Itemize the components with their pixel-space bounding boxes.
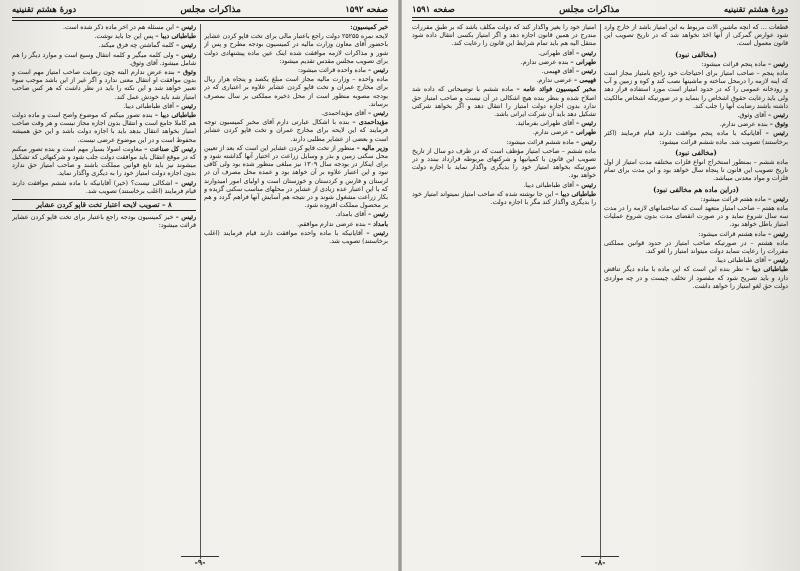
left-page-columns [12, 24, 388, 559]
paragraph-text: ماده پنجم – صاحب امتیاز برای احتیاجات خود راجع بامتیاز مجاز است که اینه لازمه را درمحل ساخته و ماشینها نصب کند و کوه و زمین و آب و رودخانه عمومی را که در حدود امتیاز است مورد استفاده قرار دهد ولی باید رعایت حقوق اشخاص را بنماید و در صورتیکه اشخاص مالکیت داشته باشند رضایت آنها را جلب کند. [604, 70, 788, 110]
paragraph [12, 146, 196, 179]
right-page-right-column [604, 24, 788, 559]
paragraph [412, 24, 596, 49]
speaker-label: خبر کمیسیون: [350, 24, 388, 31]
left-page-session-label: دورهٔ هشتم تقنینیه [12, 5, 77, 15]
column-separator [200, 24, 201, 559]
paragraph-text: پس این جا باید نوشت. [94, 33, 154, 41]
speaker-label: رئیس – [575, 120, 596, 128]
speaker-label: طباطبائی دیبا – [745, 266, 788, 274]
paragraph-text: ماده هفتم قرائت میشود: [700, 195, 766, 203]
left-page-number-label: صفحه ۱۵۹۲ [345, 5, 388, 15]
paragraph-text: آقای طباطبائی دیبا. [523, 181, 574, 189]
paragraph-text: آقایانیکه با ماده واحده موافقت دارند قیام فرمایند (اغلب برخاستند) تصویب شد. [204, 229, 388, 246]
paragraph [204, 33, 388, 66]
speaker-label: رئیس – [767, 60, 788, 68]
paragraph-text: کلمه گماشتن چه فرق میکند. [98, 42, 174, 50]
page-number: -۸- [581, 556, 620, 567]
vote-note: (مخالفی نبود) [675, 49, 717, 59]
paragraph-text: آقای فهیمی. [541, 68, 574, 76]
left-page-footer [4, 556, 396, 567]
book-gutter [398, 0, 402, 571]
speaker-label: رئیس – [767, 112, 788, 120]
paragraph [604, 61, 788, 69]
paragraph [412, 86, 596, 119]
paragraph-text: بنده عرضی ندارم. [520, 58, 569, 66]
speaker-label: مخبر کمیسیون فوائد عامه – [516, 86, 596, 94]
paragraph [412, 182, 596, 190]
paragraph-text: اشکالی نیست؟ (خیر) آقایانیکه با ماده ششم موافقت دارند قیام فرمایند (اغلب برخاستند) تصویب شد. [12, 179, 196, 195]
paragraph [604, 205, 788, 230]
vote-note: (مخالفی نبود) [675, 147, 717, 157]
speaker-label: رئیس – [175, 42, 196, 50]
speaker-label: رئیس – [175, 102, 196, 110]
paragraph-text: بنده عرضی ندارم موافقم. [297, 220, 366, 228]
paragraph [412, 50, 596, 58]
paragraph [604, 130, 788, 146]
paragraph [604, 257, 788, 265]
paragraph [12, 33, 196, 41]
paragraph-text: بنده عرضی ندارم. [719, 121, 768, 129]
speaker-label: رئیس – [175, 51, 196, 59]
paragraph [412, 191, 596, 207]
paragraph [12, 52, 196, 68]
paragraph [12, 180, 196, 196]
speaker-label: وزیر مالیه – [356, 144, 388, 152]
speaker-label: مؤیداحمدی – [352, 119, 388, 127]
paragraph [604, 231, 788, 239]
speaker-label: بامداد – [367, 220, 388, 228]
speaker-label: رئیس – [366, 229, 388, 237]
left-page [4, 0, 396, 571]
speaker-label: طباطبائی دیبا – [555, 190, 596, 198]
paragraph-text: این جا نوشته شده که صاحب امتیاز نمیتواند امتیاز خود را بدیگری واگذار کند مگر با اجازه دولت. [412, 190, 596, 207]
paragraph-text: ماده ششم – بمنظور استخراج انواع فلزات مختلفه مدت امتیاز از اول تاریخ تصویب این قانون تا پنجاه سال خواهد بود و این مدت برای تمام فلزات و مواد معدنی میباشد. [604, 159, 788, 183]
paragraph [204, 145, 388, 211]
paragraph-text: آقای طباطبائی دیبا. [715, 257, 766, 265]
speaker-label: رئیس – [767, 230, 788, 238]
paragraph-text: ماده پنجم قرائت میشود: [701, 60, 766, 68]
speaker-label: رئیس – [367, 110, 388, 118]
left-page-title: مذاکرات مجلس [180, 5, 241, 15]
right-page-header [412, 4, 788, 16]
paragraph [412, 59, 596, 67]
paragraph [604, 70, 788, 111]
paragraph [204, 24, 388, 32]
speaker-label: رئیس – [175, 24, 196, 31]
paragraph-text: نظر بنده این است که این ماده با ماده دیگر تناقض دارد و باید تصریح شود که مقصود از تخلف چیست و در چه مواردی دولت حق لغو امتیاز را خواهد داشت. [604, 266, 788, 290]
paragraph [604, 121, 788, 129]
paragraph-text: بنده عرض ندارم البته چون رضایت صاحب امتیاز مهم است و بدون موافقت او انتقال معنی ندارد و اگر غیر از این باشد موجب سوء تعبیر خواهد شد و این نکته را باید در نظر داشت که هر کس صاحب امتیاز شد باید خودش عمل کند. [12, 69, 196, 101]
paragraph [12, 69, 196, 102]
paragraph [204, 221, 388, 229]
paragraph [412, 120, 596, 128]
left-page-left-column [12, 24, 196, 559]
speaker-label: رئیس – [367, 211, 388, 219]
paragraph-text: قطعات ... که آنچه ماشین آلات مربوط به این امتیاز باشد از خارج وارد شود عوارض گمرکی از آنها اخذ نخواهد شد که در تاریخ تصویب این قانون معمول است. [604, 24, 788, 48]
right-page-columns [412, 24, 788, 559]
paragraph-text: معاونت اصولا بسیار مهم است و بنده تصور میکنم که در موقع انتقال باید موافقت دولت جلب شود و شرکتهائی که تشکیل میشوند نیز باید تابع قوانین مملکت باشند و صاحب امتیاز حق ندارد بدون اجازه دولت امتیاز خود را به دیگری واگذار نماید. [12, 145, 196, 178]
left-page-header [12, 4, 388, 16]
paragraph [204, 230, 388, 246]
paragraph [412, 129, 596, 137]
right-page-left-column [412, 24, 596, 559]
paragraph [12, 112, 196, 145]
paragraph [204, 119, 388, 144]
paragraph-text: ماده ششم – صاحب امتیاز مؤظف است که در ظرف دو سال از تاریخ تصویب این قانون با کمپانیها و شرکتهای مربوطه قرارداد ببندد و در صورتیکه بخواهد امتیاز خود را بدیگری واگذار نماید با اجازه دولت خواهد بود. [412, 147, 596, 180]
paragraph [204, 110, 388, 118]
paragraph-text: ماده واحده قرائت میشود: [297, 67, 366, 75]
section-heading: ۸ – تصویب لایحه اعتبار تخت قاپو کردن عشایر [12, 199, 196, 211]
paragraph-text: عرضی ندارم. [536, 77, 572, 85]
paragraph-text: آقای بامداد. [335, 211, 366, 219]
paragraph [12, 103, 196, 111]
speaker-label: رئیس کل صناعت – [144, 145, 196, 153]
paragraph [412, 77, 596, 85]
right-page-title: مذاکرات مجلس [559, 5, 620, 15]
paragraph-text: آقای مؤیداحمدی. [321, 110, 366, 118]
speaker-label: طهرانی – [570, 129, 596, 137]
paragraph-text: بنده تصور میکنم که موضوع واضح است و ماده دولت هم کاملا جامع است و انتقال بدون اجازه مجاز نیست و هر وقت صاحب امتیاز بخواهد انتقال بدهد باید با اجازه دولت باشد و این حق همیشه محفوظ است و در این موضوع عرضی نیست. [12, 112, 196, 144]
speaker-label: فهیمی – [573, 77, 596, 85]
paragraph-text: خبر کمیسیون بودجه راجع باعتبار برای تخت قاپو کردن عشایر قرائت میشود: [12, 214, 196, 230]
paragraph-text: این مسئله هم در اخر ماده ذکر شده است. [63, 24, 174, 31]
paragraph [412, 139, 596, 147]
paragraph [204, 211, 388, 219]
paragraph-text: ماده ششم با توضیحاتی که داده شد اصلاح شده و بنظر بنده هیچ اشکالی در آن نیست و صاحب امتیاز حق ندارد بدون اجازه دولت امتیاز را انتقال دهد و اگر بخواهد شرکتی تشکیل دهد باید آن شرکت ایرانی باشد. [412, 86, 596, 119]
paragraph-text: ماده ششم قرائت میشود: [506, 138, 574, 146]
paragraph-text: آقای طهرانی. [538, 49, 574, 57]
speaker-label: رئیس – [765, 130, 788, 138]
right-page-footer [404, 556, 796, 567]
paragraph [412, 148, 596, 181]
paragraph [204, 67, 388, 75]
paragraph-text: آقای طباطبائی دیبا. [123, 102, 174, 110]
page-number: -۹- [181, 556, 220, 567]
column-separator [600, 24, 601, 559]
paragraph [604, 240, 788, 256]
paragraph-text: ماده هشتم قرائت میشود: [698, 230, 766, 238]
speaker-label: رئیس – [175, 214, 196, 222]
header-rule [12, 17, 388, 21]
paragraph [12, 42, 196, 50]
left-page-right-column [204, 24, 388, 559]
paragraph-text: آقای وثوق. [737, 112, 766, 120]
paragraph [204, 76, 388, 109]
header-rule [412, 17, 788, 21]
speaker-label: طباطبائی دیبا – [154, 112, 196, 120]
speaker-label: طهرانی – [570, 58, 596, 66]
paragraph [604, 159, 788, 184]
speaker-label: وثوق – [769, 121, 788, 129]
speaker-label: طباطبائی دیبا – [155, 33, 196, 41]
speaker-label: رئیس – [767, 195, 788, 203]
paragraph-text: منظور از تخت قاپو کردن عشایر این است که بعد از تعیین محل سکنی زمین و بذر و وسایل زراعت در اختیار آنها گذاشته شود و برای اینکار در بودجه سال ۱۳۰۹ نیز مبلغی منظور شده بود ولی کافی نبود و این اعتبار علاوه بر آن خواهد بود و عمده محل مصرف آن در لرستان و فارس و کردستان و خوزستان است و اولیای امور امیدوارند که با این اعتبار عده زیادی از عشایر در محلهای مناسب سکنی گزیده و بکار زراعت مشغول شوند و در نتیجه هم آسایش آنها فراهم گردد و هم بر محصول مملکت افزوده شود. [204, 144, 388, 210]
vote-note: (دراین ماده هم مخالفی نبود) [653, 184, 739, 194]
paragraph-text: عرضی ندارم. [532, 129, 569, 137]
paragraph-text: ماده واحده – وزارت مالیه مجاز است مبلغ یکصد و پنجاه هزار ریال برای مخارج عمران و تخت قاپو کردن عشایر علاوه بر اعتباری که در بودجه مصوبه منظور است از محل ذخیره مملکتی بر سال بمصرف برساند. [204, 76, 388, 108]
paragraph [604, 196, 788, 204]
speaker-label: رئیس – [575, 181, 596, 189]
speaker-label: وثوق – [177, 69, 196, 77]
paragraph [604, 266, 788, 291]
paragraph-text: آقایانیکه با ماده پنجم موافقت دارند قیام فرمایند (اکثر برخاستند) تصویب شد. ماده ششم قرائت میشود: [604, 130, 788, 146]
paragraph [12, 214, 196, 230]
paragraph [604, 24, 788, 49]
paragraph [12, 24, 196, 32]
speaker-label: رئیس – [767, 257, 788, 265]
speaker-label: رئیس – [575, 68, 596, 76]
paragraph [604, 112, 788, 120]
speaker-label: رئیس – [575, 49, 596, 57]
speaker-label: رئیس – [367, 67, 388, 75]
paragraph-text: امتیاز خود را بغیر واگذار کند که دولت مکلف باشد که بر طبق مقررات مندرج در همین قانون اجازه دهد و اگر امتیاز بکسی انتقال داده شود منتقل الیه هم باید تمام شرایط این قانون را رعایت کند. [412, 24, 596, 48]
paragraph [412, 68, 596, 76]
paragraph-text: لایحه نمره ۲۵۲۵۵ دولت راجع باعتبار مالی برای تخت قاپو کردن عشایر باحضور آقای معاون وزارت ماليه در کمیسیون بودجه مطرح و پس از شور و مذاکرات لازمه موافقت شده اینک عین ماده پیشنهادی دولت برای تصویب مجلس مقدس تقدیم میشود: [204, 33, 388, 65]
speaker-label: رئیس – [175, 179, 196, 187]
paragraph-text: ماده هفتم – صاحب امتیاز متعهد است که ساختمانهای لازمه را در مدت سه سال شروع نماید و در صورت انقضای مدت بدون شروع عملیات امتیاز باطل خواهد بود. [604, 205, 788, 229]
right-page-session-label: دورهٔ هشتم تقنینیه [723, 5, 788, 15]
paragraph-text: ماده هشتم – در صورتیکه صاحب امتیاز در حدود قوانین مملکتی مقررات را رعایت ننماید دولت میتواند امتیاز را لغو کند. [604, 239, 788, 256]
paragraph-text: آقای طهرانی بفرمائید. [515, 120, 574, 128]
speaker-label: رئیس – [575, 138, 596, 146]
right-page-number-label: صفحه ۱۵۹۱ [412, 5, 455, 15]
paragraph-text: بنده با اشکال عبارتی دارم آقای مخبر کمیسیون توجه فرمایند که این لایحه برای مخارج عمران و تخت قاپو کردن عشایر است و بعضی از عشایر مطلبی دارند. [204, 119, 388, 143]
right-page [404, 0, 796, 571]
paragraph-text: ولی کلمه میگیر و کلمه انتقال وسیع است و موارد دیگر را هم شامل میشود. آقای وثوق. [12, 51, 196, 67]
